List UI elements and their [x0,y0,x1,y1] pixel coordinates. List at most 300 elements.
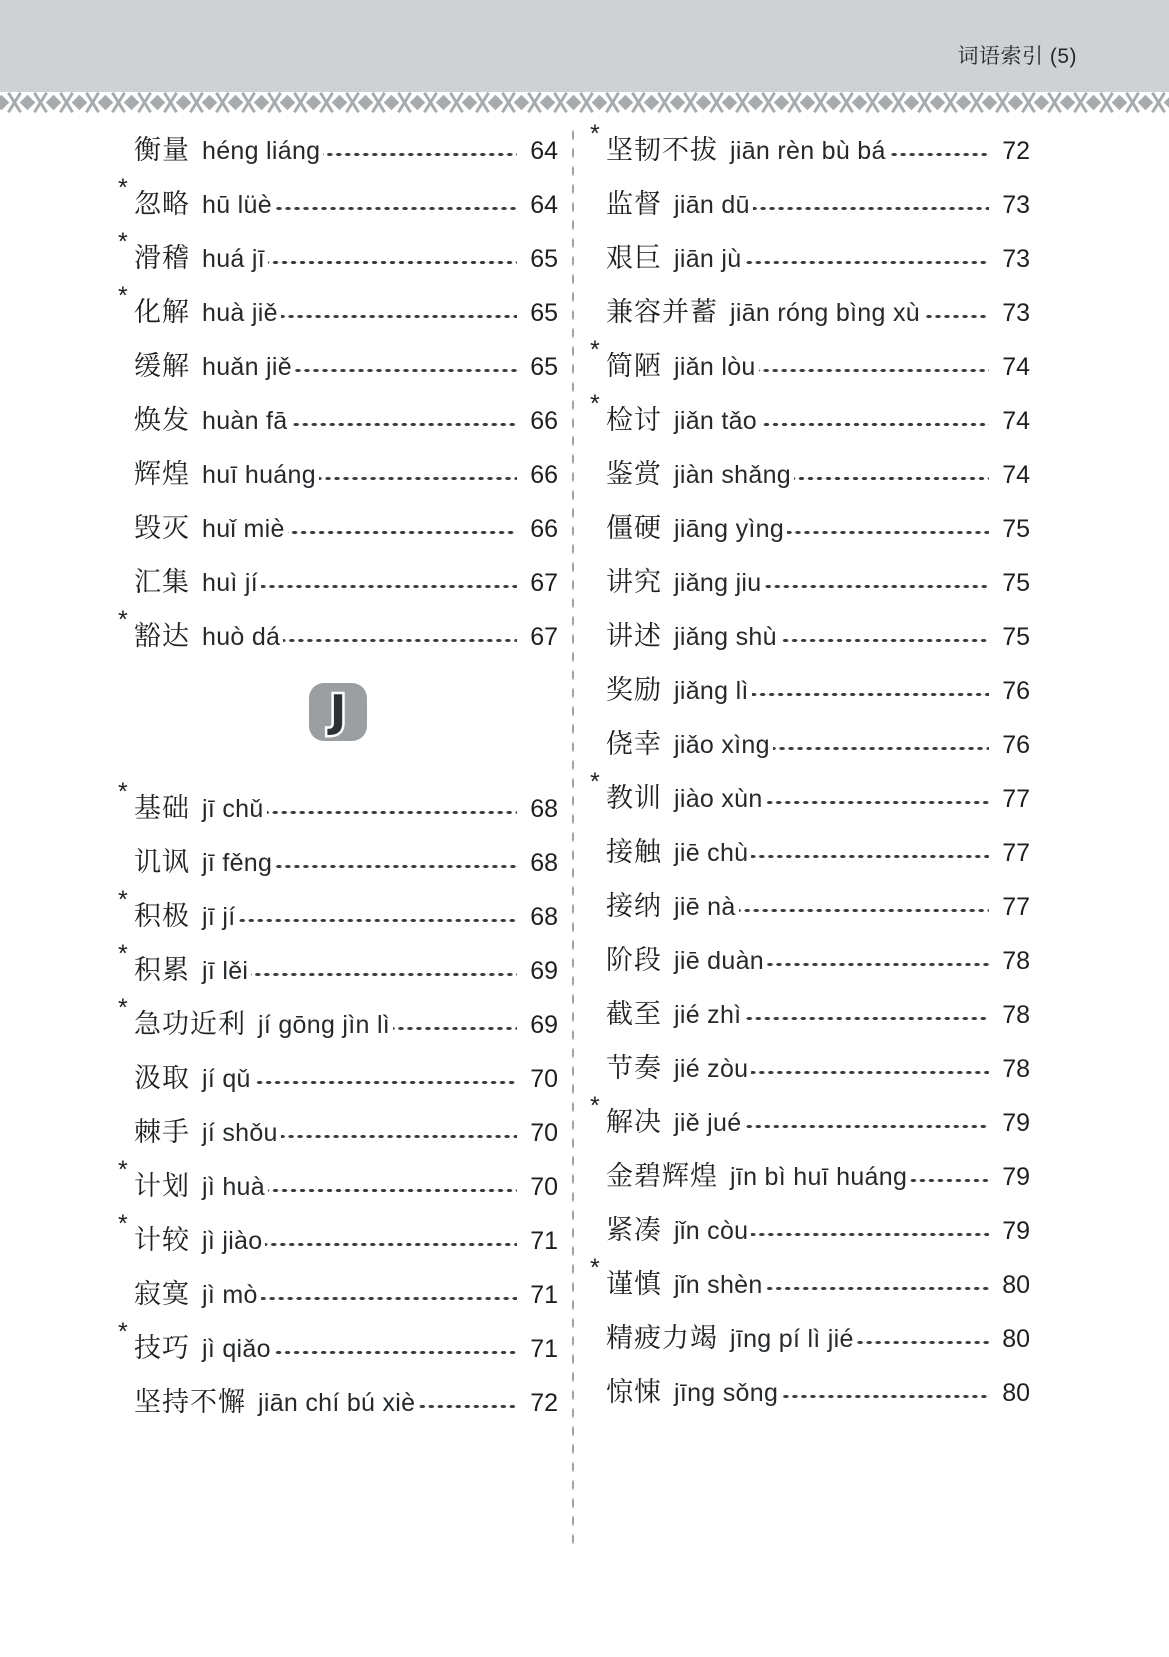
deco-diamond-icon [98,95,114,111]
entry-page-number: 73 [1002,299,1030,327]
index-entry[interactable] [118,1311,558,1365]
entry-word: 监督 [606,189,662,219]
index-column-left [118,113,558,1419]
deco-diamond-icon [540,95,556,111]
index-entry[interactable] [590,1247,1030,1301]
deco-diamond-icon [384,95,400,111]
index-entry[interactable] [118,825,558,879]
deco-diamond-icon [956,95,972,111]
entry-pinyin: jiǎn lòu [674,353,756,381]
page-title: 词语索引 (5) [957,45,1077,68]
index-entry[interactable] [118,221,558,275]
entry-word: 阶段 [606,945,662,975]
dot-leader [923,314,989,319]
entry-word: 简陋 [606,351,662,381]
entry-word: 谨慎 [606,1269,662,1299]
deco-diamond-icon [826,95,842,111]
entry-pinyin: jiāng yìng [674,515,785,543]
entry-word: 紧凑 [606,1215,662,1245]
entry-pinyin: jiǎng jiu [674,569,762,597]
deco-diamond-icon [410,95,426,111]
asterisk-marker-icon [590,1364,606,1389]
dot-leader [759,368,989,373]
dot-leader [261,1296,517,1301]
index-entry[interactable] [590,1301,1030,1355]
deco-diamond-icon [982,95,998,111]
dot-leader [767,962,989,967]
entry-word: 艰巨 [606,243,662,273]
entry-pinyin: jiào xùn [674,785,763,813]
asterisk-marker-icon: * [118,228,128,256]
deco-diamond-icon [1060,95,1076,111]
deco-diamond-icon [488,95,504,111]
asterisk-marker-icon: * [118,886,128,914]
entry-word: 金碧辉煌 [606,1161,718,1191]
dot-leader [261,584,517,589]
dot-leader [752,692,989,697]
dot-leader [251,972,517,977]
entry-pinyin: jīn bì huī huáng [730,1163,908,1191]
index-entry[interactable] [590,815,1030,869]
entry-pinyin: jǐn còu [674,1217,749,1245]
index-entry[interactable] [118,933,558,987]
entry-pinyin: huà jiě [202,299,278,327]
dot-leader [781,1394,989,1399]
dot-leader [744,260,989,265]
index-entry[interactable] [590,923,1030,977]
dot-leader [267,810,517,815]
entry-pinyin: jiān róng bìng xù [730,299,920,327]
dot-leader [275,206,517,211]
index-entry[interactable] [590,167,1030,221]
index-entry[interactable] [118,437,558,491]
entry-pinyin: jiē chù [674,839,749,867]
index-entry[interactable] [590,221,1030,275]
entry-word: 讲述 [606,621,662,651]
entry-word: 坚持不懈 [134,1387,246,1417]
index-entry[interactable] [590,491,1030,545]
entry-word: 毁灭 [134,513,190,543]
deco-diamond-icon [644,95,660,111]
index-entry[interactable] [118,545,558,599]
entry-word: 豁达 [134,621,190,651]
entry-pinyin: jiě jué [674,1109,742,1137]
index-entry[interactable] [590,1139,1030,1193]
asterisk-marker-icon [590,230,606,255]
dot-leader [744,1016,989,1021]
entry-pinyin: jié zòu [674,1055,749,1083]
asterisk-marker-icon [590,878,606,903]
index-entry[interactable] [590,437,1030,491]
asterisk-marker-icon [590,554,606,579]
entry-pinyin: jiān dū [674,191,750,219]
index-entry[interactable] [590,761,1030,815]
deco-diamond-icon [280,95,296,111]
asterisk-marker-icon: * [590,768,600,796]
entry-pinyin: huǎn jiě [202,353,292,381]
page-header-bar [0,0,1169,92]
asterisk-marker-icon [118,392,134,417]
deco-diamond-icon [150,95,166,111]
asterisk-marker-icon: * [590,1092,600,1120]
asterisk-marker-icon [590,1040,606,1065]
entry-word: 滑稽 [134,243,190,273]
entry-word: 奖励 [606,675,662,705]
entry-page-number: 71 [530,1335,558,1363]
entry-pinyin: jì jiào [202,1227,263,1255]
dot-leader [751,1070,989,1075]
index-entry[interactable] [118,879,558,933]
deco-diamond-icon [670,95,686,111]
asterisk-marker-icon [590,716,606,741]
dot-leader [275,864,517,869]
entry-pinyin: héng liáng [202,137,321,165]
entry-pinyin: jì huà [202,1173,265,1201]
index-entry[interactable] [118,1203,558,1257]
index-entry[interactable] [118,275,558,329]
entry-word: 讥讽 [134,847,190,877]
dot-leader [910,1178,989,1183]
entry-word: 兼容并蓄 [606,297,718,327]
index-column-right [590,113,1030,1409]
asterisk-marker-icon [118,122,134,147]
entry-pinyin: jí gōng jìn lì [258,1011,391,1039]
dot-leader [288,530,517,535]
asterisk-marker-icon [590,500,606,525]
entry-pinyin: jī chǔ [202,795,264,823]
asterisk-marker-icon: * [590,1254,600,1282]
entry-word: 解决 [606,1107,662,1137]
deco-diamond-icon [852,95,868,111]
decorative-pattern-row [0,92,1169,113]
deco-diamond-icon [566,95,582,111]
section-letter-badge [118,653,558,771]
entry-page-number: 80 [1002,1271,1030,1299]
asterisk-marker-icon: * [118,994,128,1022]
entry-word: 焕发 [134,405,190,435]
entry-word: 寂寞 [134,1279,190,1309]
entry-pinyin: jīng pí lì jié [730,1325,854,1353]
index-entry[interactable] [590,707,1030,761]
entry-page-number: 76 [1002,677,1030,705]
entry-word: 计划 [134,1171,190,1201]
entry-page-number: 65 [530,353,558,381]
index-content [0,113,1169,1657]
entry-page-number: 74 [1002,407,1030,435]
asterisk-marker-icon: * [118,282,128,310]
dot-leader [268,260,517,265]
entry-pinyin: jí qǔ [202,1065,251,1093]
entry-page-number: 71 [530,1227,558,1255]
deco-diamond-icon [1112,95,1128,111]
index-entry[interactable] [590,275,1030,329]
dot-leader [283,638,517,643]
asterisk-marker-icon [590,176,606,201]
entry-page-number: 69 [530,957,558,985]
entry-page-number: 77 [1002,893,1030,921]
index-entry[interactable] [590,869,1030,923]
asterisk-marker-icon [590,986,606,1011]
deco-diamond-icon [436,95,452,111]
entry-pinyin: jié zhì [674,1001,742,1029]
index-entry[interactable] [118,113,558,167]
index-entry[interactable] [118,599,558,653]
dot-leader [766,800,989,805]
asterisk-marker-icon [590,932,606,957]
entry-page-number: 66 [530,461,558,489]
deco-diamond-icon [176,95,192,111]
deco-diamond-icon [748,95,764,111]
index-entry[interactable] [590,599,1030,653]
index-entry[interactable] [590,545,1030,599]
entry-pinyin: jī fěng [202,849,273,877]
deco-diamond-icon [20,95,36,111]
deco-diamond-icon [72,95,88,111]
asterisk-marker-icon [590,608,606,633]
dot-leader [323,152,517,157]
entry-word: 技巧 [134,1333,190,1363]
entry-pinyin: jì mò [202,1281,258,1309]
dot-leader [254,1080,517,1085]
entry-pinyin: huò dá [202,623,281,651]
dot-leader [780,638,989,643]
deco-diamond-icon [800,95,816,111]
entry-pinyin: jiān jù [674,245,742,273]
index-entry[interactable] [590,329,1030,383]
entry-page-number: 70 [530,1065,558,1093]
entry-pinyin: jī lěi [202,957,249,985]
asterisk-marker-icon [118,834,134,859]
deco-diamond-icon [124,95,140,111]
entry-word: 衡量 [134,135,190,165]
dot-leader [753,206,989,211]
index-entry[interactable] [590,113,1030,167]
asterisk-marker-icon [118,1104,134,1129]
deco-diamond-icon [1008,95,1024,111]
entry-pinyin: jiān chí bú xiè [258,1389,416,1417]
asterisk-marker-icon [118,338,134,363]
entry-page-number: 79 [1002,1109,1030,1137]
entry-pinyin: jiān rèn bù bá [730,137,886,165]
deco-diamond-icon [930,95,946,111]
dot-leader [319,476,517,481]
index-entry[interactable] [118,1365,558,1419]
asterisk-marker-icon: * [590,120,600,148]
entry-page-number: 64 [530,137,558,165]
entry-word: 棘手 [134,1117,190,1147]
index-entry[interactable] [118,1257,558,1311]
index-entry[interactable] [118,987,558,1041]
entry-word: 忽略 [134,189,190,219]
asterisk-marker-icon: * [118,1210,128,1238]
asterisk-marker-icon [590,1310,606,1335]
entry-pinyin: huá jī [202,245,265,273]
entry-page-number: 70 [530,1173,558,1201]
asterisk-marker-icon [590,824,606,849]
entry-page-number: 70 [530,1119,558,1147]
index-entry[interactable] [590,1355,1030,1409]
entry-word: 辉煌 [134,459,190,489]
section-letter: J [329,686,347,737]
asterisk-marker-icon [118,1050,134,1075]
deco-diamond-icon [358,95,374,111]
entry-word: 汇集 [134,567,190,597]
index-entry[interactable] [118,771,558,825]
dot-leader [794,476,989,481]
entry-page-number: 76 [1002,731,1030,759]
entry-page-number: 78 [1002,947,1030,975]
dot-leader [393,1026,517,1031]
dot-leader [281,1134,517,1139]
index-entry[interactable] [590,977,1030,1031]
entry-pinyin: hū lüè [202,191,272,219]
index-entry[interactable] [118,1149,558,1203]
deco-diamond-icon [774,95,790,111]
entry-page-number: 75 [1002,623,1030,651]
asterisk-marker-icon: * [118,940,128,968]
dot-leader [760,422,989,427]
entry-word: 节奏 [606,1053,662,1083]
index-entry[interactable] [590,1085,1030,1139]
entry-page-number: 68 [530,795,558,823]
index-entry[interactable] [118,383,558,437]
deco-diamond-icon [878,95,894,111]
entry-word: 缓解 [134,351,190,381]
entry-word: 讲究 [606,567,662,597]
entry-page-number: 75 [1002,515,1030,543]
entry-page-number: 77 [1002,839,1030,867]
entry-pinyin: huī huáng [202,461,316,489]
asterisk-marker-icon: * [118,1318,128,1346]
entry-pinyin: jǐn shèn [674,1271,763,1299]
entry-page-number: 72 [530,1389,558,1417]
entry-word: 接触 [606,837,662,867]
entry-pinyin: jiǎn tǎo [674,407,758,435]
entry-word: 计较 [134,1225,190,1255]
entry-page-number: 69 [530,1011,558,1039]
index-entry[interactable] [118,1041,558,1095]
entry-page-number: 74 [1002,353,1030,381]
entry-word: 急功近利 [134,1009,246,1039]
entry-page-number: 68 [530,849,558,877]
entry-pinyin: jiē duàn [674,947,764,975]
entry-word: 积累 [134,955,190,985]
entry-word: 精疲力竭 [606,1323,718,1353]
index-entry[interactable] [590,383,1030,437]
asterisk-marker-icon [590,1148,606,1173]
deco-diamond-icon [228,95,244,111]
entry-word: 教训 [606,783,662,813]
entry-word: 截至 [606,999,662,1029]
entry-pinyin: jì qiǎo [202,1335,271,1363]
entry-pinyin: jí shǒu [202,1119,278,1147]
index-entry[interactable] [118,167,558,221]
entry-pinyin: jiǎo xìng [674,731,770,759]
asterisk-marker-icon [118,446,134,471]
entry-pinyin: huǐ miè [202,515,285,543]
entry-pinyin: jiǎng shù [674,623,777,651]
entry-pinyin: jī jí [202,903,236,931]
entry-word: 基础 [134,793,190,823]
asterisk-marker-icon: * [118,174,128,202]
deco-diamond-icon [306,95,322,111]
asterisk-marker-icon [118,554,134,579]
index-entry[interactable] [590,1193,1030,1247]
dot-leader [274,1350,517,1355]
dot-leader [857,1340,989,1345]
entry-page-number: 80 [1002,1325,1030,1353]
dot-leader [238,918,517,923]
entry-page-number: 68 [530,903,558,931]
asterisk-marker-icon: * [118,778,128,806]
dot-leader [787,530,989,535]
entry-word: 侥幸 [606,729,662,759]
entry-pinyin: huàn fā [202,407,288,435]
deco-diamond-icon [618,95,634,111]
index-entry[interactable] [590,653,1030,707]
dot-leader [751,854,989,859]
dot-leader [889,152,989,157]
dot-leader [744,1124,989,1129]
deco-diamond-icon [462,95,478,111]
entry-word: 检讨 [606,405,662,435]
entry-word: 坚韧不拔 [606,135,718,165]
dot-leader [764,584,989,589]
entry-page-number: 80 [1002,1379,1030,1407]
deco-diamond-icon [514,95,530,111]
entry-page-number: 75 [1002,569,1030,597]
entry-pinyin: jiàn shǎng [674,461,791,489]
asterisk-marker-icon [590,662,606,687]
entry-page-number: 73 [1002,191,1030,219]
index-entry[interactable] [590,1031,1030,1085]
index-entry[interactable] [118,491,558,545]
entry-page-number: 74 [1002,461,1030,489]
entry-page-number: 71 [530,1281,558,1309]
entry-page-number: 77 [1002,785,1030,813]
dot-leader [418,1404,517,1409]
entry-page-number: 64 [530,191,558,219]
asterisk-marker-icon: * [118,1156,128,1184]
entry-pinyin: huì jí [202,569,258,597]
asterisk-marker-icon [590,284,606,309]
deco-diamond-icon [1034,95,1050,111]
entry-pinyin: jiǎng lì [674,677,749,705]
entry-page-number: 66 [530,407,558,435]
deco-diamond-icon [722,95,738,111]
dot-leader [739,908,989,913]
entry-pinyin: jīng sǒng [674,1379,779,1407]
decorative-diamond-band [0,92,1169,113]
deco-diamond-icon [592,95,608,111]
entry-page-number: 67 [530,569,558,597]
entry-page-number: 65 [530,299,558,327]
asterisk-marker-icon: * [118,606,128,634]
index-entry[interactable] [118,1095,558,1149]
index-entry[interactable] [118,329,558,383]
entry-word: 惊悚 [606,1377,662,1407]
entry-word: 鉴赏 [606,459,662,489]
entry-pinyin: jiē nà [674,893,736,921]
asterisk-marker-icon [118,1374,134,1399]
entry-page-number: 67 [530,623,558,651]
asterisk-marker-icon [118,500,134,525]
deco-diamond-icon [46,95,62,111]
entry-page-number: 79 [1002,1163,1030,1191]
entry-page-number: 66 [530,515,558,543]
entry-page-number: 79 [1002,1217,1030,1245]
deco-diamond-icon [202,95,218,111]
